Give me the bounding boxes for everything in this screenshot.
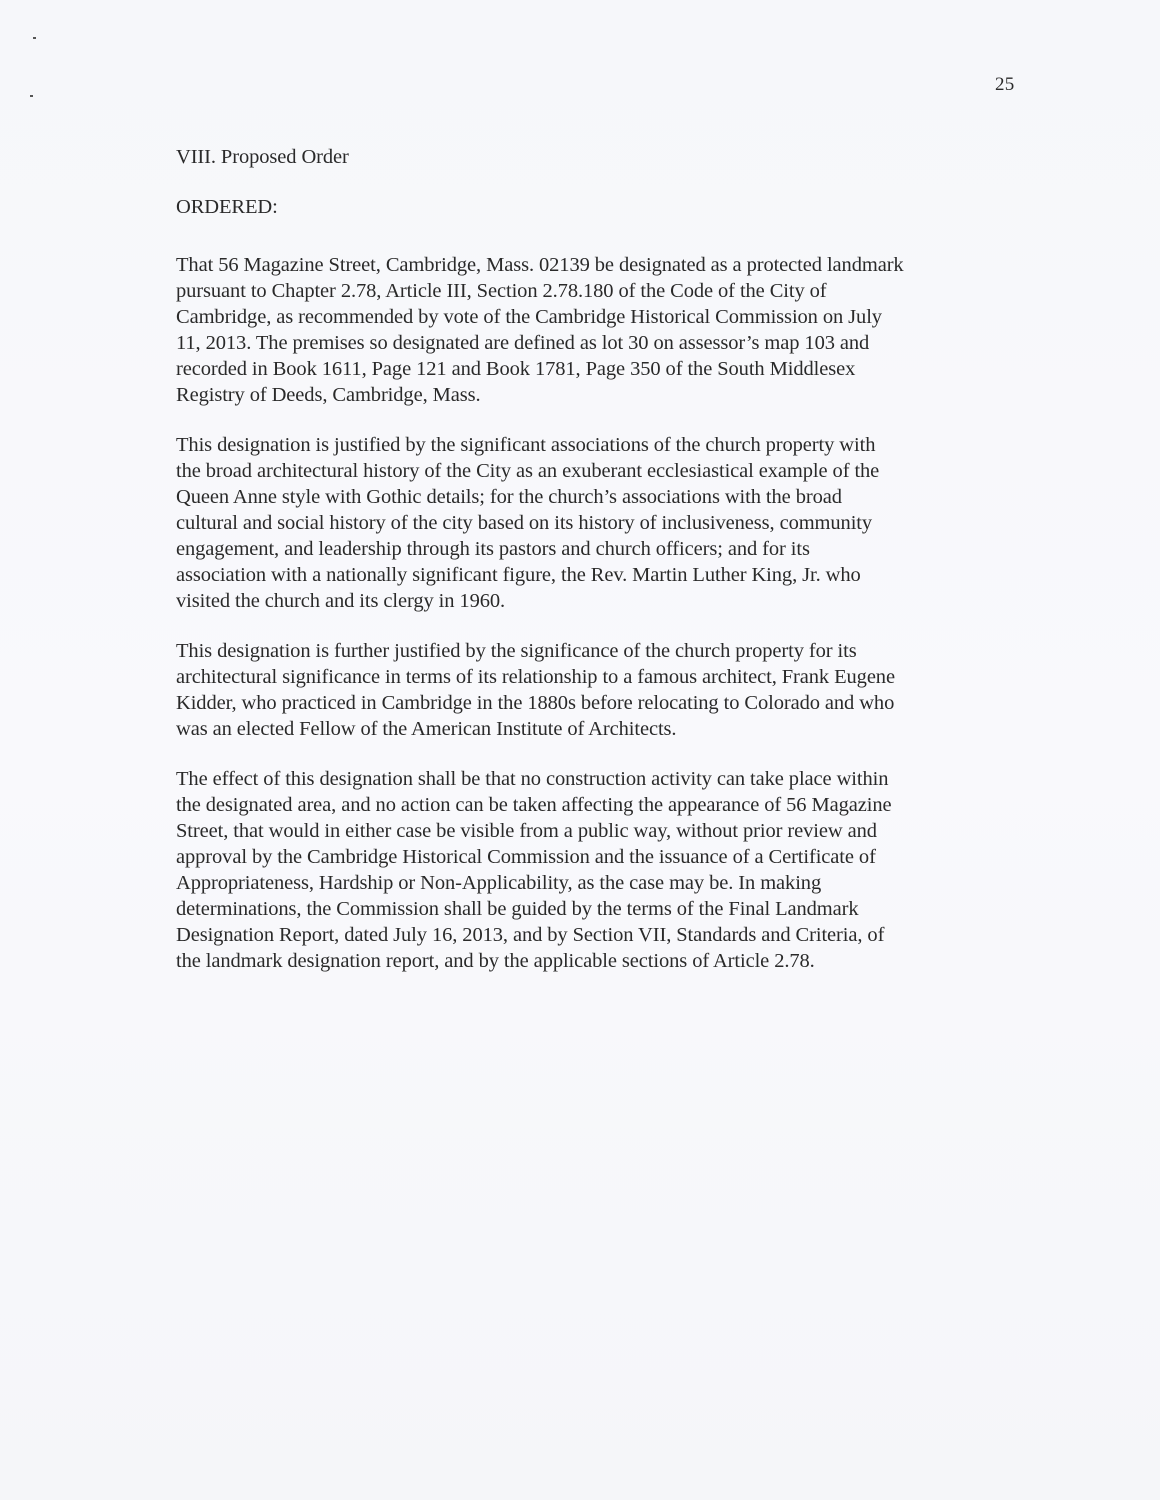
paragraph-line: This designation is justified by the significant associations of the church property with	[176, 434, 876, 456]
page-number: 25	[995, 74, 1015, 95]
paragraph-line: engagement, and leadership through its pastors and church officers; and for its	[176, 538, 810, 560]
paragraph-line: cultural and social history of the city based on its history of inclusiveness, community	[176, 512, 873, 534]
paragraph-line: recorded in Book 1611, Page 121 and Book 1781, Page 350 of the South Middlesex	[176, 358, 856, 380]
paragraph-line: Queen Anne style with Gothic details; for the church’s associations with the broad	[176, 486, 842, 508]
ordered-label: ORDERED:	[176, 196, 278, 218]
scan-speck	[30, 95, 33, 97]
section-heading: VIII. Proposed Order	[176, 146, 349, 168]
paragraph-designation-order	[176, 252, 1006, 408]
paragraph-line: the landmark designation report, and by the applicable sections of Article 2.78.	[176, 950, 815, 972]
paragraph-line: association with a nationally significant figure, the Rev. Martin Luther King, Jr. who	[176, 564, 861, 586]
paragraph-justification-history	[176, 432, 1006, 614]
paragraph-line: Kidder, who practiced in Cambridge in the 1880s before relocating to Colorado and who	[176, 692, 895, 714]
paragraph-line: was an elected Fellow of the American Institute of Architects.	[176, 718, 677, 740]
paragraph-line: visited the church and its clergy in 1960.	[176, 590, 506, 612]
paragraph-line: the broad architectural history of the City as an exuberant ecclesiastical example of the	[176, 460, 880, 482]
scan-speck	[33, 37, 36, 39]
paragraph-line: That 56 Magazine Street, Cambridge, Mass. 02139 be designated as a protected landmark	[176, 254, 904, 276]
paragraph-line: determinations, the Commission shall be guided by the terms of the Final Landmark	[176, 898, 859, 920]
paragraph-line: Designation Report, dated July 16, 2013, and by Section VII, Standards and Criteria, of	[176, 924, 885, 946]
paragraph-line: Registry of Deeds, Cambridge, Mass.	[176, 384, 481, 406]
paragraph-line: Appropriateness, Hardship or Non-Applicability, as the case may be. In making	[176, 872, 822, 894]
paragraph-line: The effect of this designation shall be that no construction activity can take place within	[176, 768, 889, 790]
paragraph-line: architectural significance in terms of its relationship to a famous architect, Frank Eugene	[176, 666, 895, 688]
paragraph-line: Cambridge, as recommended by vote of the Cambridge Historical Commission on July	[176, 306, 882, 328]
paragraph-line: the designated area, and no action can be taken affecting the appearance of 56 Magazine	[176, 794, 892, 816]
document-body	[176, 144, 1006, 998]
paragraph-justification-architect	[176, 638, 1006, 742]
paragraph-line: Street, that would in either case be visible from a public way, without prior review and	[176, 820, 877, 842]
paragraph-line: 11, 2013. The premises so designated are defined as lot 30 on assessor’s map 103 and	[176, 332, 870, 354]
paragraph-line: pursuant to Chapter 2.78, Article III, Section 2.78.180 of the Code of the City of	[176, 280, 827, 302]
paragraph-line: This designation is further justified by the significance of the church property for its	[176, 640, 857, 662]
paragraph-line: approval by the Cambridge Historical Commission and the issuance of a Certificate of	[176, 846, 876, 868]
paragraph-effect-of-designation	[176, 766, 1006, 974]
